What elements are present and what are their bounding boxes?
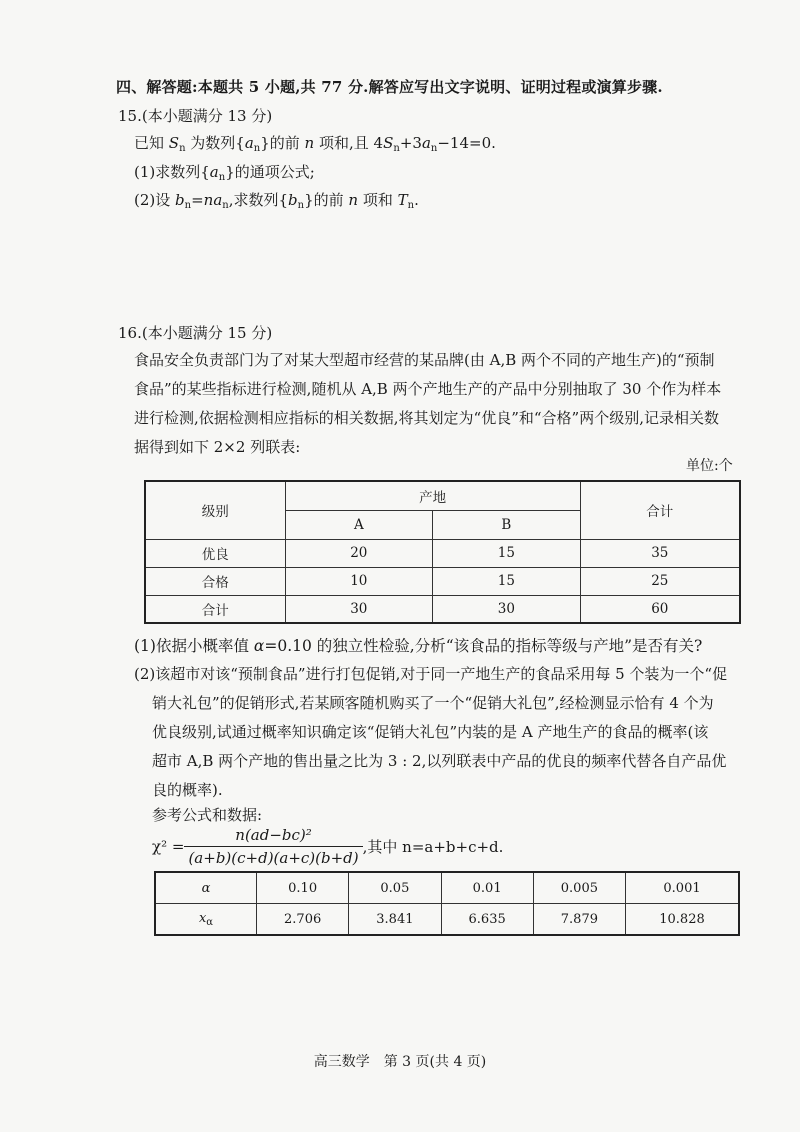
alpha-value: 0.10 xyxy=(257,872,349,904)
critical-value: 3.841 xyxy=(349,904,441,936)
cell-total: 60 xyxy=(580,595,740,623)
cell-b: 30 xyxy=(433,595,581,623)
formula-lhs: χ² = xyxy=(152,837,185,856)
q16-part2: (2)该超市对该“预制食品”进行打包促销,对于同一产地生产的食品采用每 5 个装为一个“促 销大礼包”的促销形式,若某顾客随机购买了一个“促销大礼包”,经检测显示恰有 4 个为 优良级别,试通过概率知识确定该“促销大礼包”内装的是 A 产地生产的食品的概率(该 超市 A,B 两个产地的售出量之比为 3 : 2,以列联表中产品的优良的频率代替各自产品优 良的概率). xyxy=(134,665,728,799)
cell-a: 10 xyxy=(285,567,433,595)
cell-total: 35 xyxy=(580,539,740,567)
reference-label: 参考公式和数据: xyxy=(152,806,263,824)
q15-stem: 已知 $S_n$ 为数列$\{a_n\}$的前 n 项和,且 $4S_n+3a_n-14=0$. xyxy=(134,134,496,154)
q15-part1: (1)求数列$\{a_n\}$的通项公式; xyxy=(134,163,315,183)
cell-b: 15 xyxy=(433,539,581,567)
table-row xyxy=(145,595,740,623)
row-label: 优良 xyxy=(145,539,285,567)
q15-part2: (2)设 $b_n=na_n$,求数列$\{b_n\}$的前 n 项和 $T_n$. xyxy=(134,191,419,211)
critical-value-row xyxy=(155,904,739,936)
header-a: A xyxy=(285,510,433,539)
alpha-value: 0.05 xyxy=(349,872,441,904)
table-row xyxy=(145,539,740,567)
formula-fraction xyxy=(184,826,362,867)
formula-tail: ,其中 n=a+b+c+d. xyxy=(362,838,504,856)
alpha-label: α xyxy=(201,880,211,896)
formula-numerator: n(ad−bc)² xyxy=(184,826,362,847)
critical-value: 10.828 xyxy=(626,904,740,936)
cell-b: 15 xyxy=(433,567,581,595)
row-label: 合计 xyxy=(145,595,285,623)
section-heading: 四、解答题:本题共 5 小题,共 77 分.解答应写出文字说明、证明过程或演算步骤. xyxy=(116,78,663,96)
critical-value: 7.879 xyxy=(533,904,625,936)
critical-value: 6.635 xyxy=(441,904,533,936)
q15-title: 15.(本小题满分 13 分) xyxy=(118,107,273,125)
header-total: 合计 xyxy=(580,481,740,539)
alpha-value: 0.01 xyxy=(441,872,533,904)
x-subscript: α xyxy=(206,916,214,928)
q16-part1: (1)依据小概率值 α=0.10 的独立性检验,分析“该食品的指标等级与产地”是否有关? xyxy=(134,637,703,655)
header-origin: 产地 xyxy=(285,481,580,510)
header-b: B xyxy=(433,510,581,539)
x-label: x xyxy=(198,910,207,926)
critical-value-table xyxy=(154,871,740,936)
cell-a: 30 xyxy=(285,595,433,623)
critical-value: 2.706 xyxy=(257,904,349,936)
formula-denominator: (a+b)(c+d)(a+c)(b+d) xyxy=(188,849,359,867)
cell-a: 20 xyxy=(285,539,433,567)
table-row xyxy=(145,567,740,595)
cell-total: 25 xyxy=(580,567,740,595)
alpha-value: 0.005 xyxy=(533,872,625,904)
unit-label: 单位:个 xyxy=(686,458,733,474)
q16-title: 16.(本小题满分 15 分) xyxy=(118,324,273,342)
page-footer: 高三数学 第 3 页(共 4 页) xyxy=(313,1054,487,1070)
chi-square-formula xyxy=(152,826,503,867)
alpha-value: 0.001 xyxy=(626,872,740,904)
q16-intro: 食品安全负责部门为了对某大型超市经营的某品牌(由 A,B 两个不同的产地生产)的“预制 食品”的某些指标进行检测,随机从 A,B 两个产地生产的产品中分别抽取了 30 个作为样本 进行检测,依据检测相应指标的相关数据,将其划定为“优良”和“合格”两个级别,记录相关数 据得到如下 2×2 列联表: xyxy=(134,351,722,456)
contingency-table xyxy=(144,480,741,624)
alpha-row xyxy=(155,872,739,904)
header-level: 级别 xyxy=(145,481,285,539)
row-label: 合格 xyxy=(145,567,285,595)
